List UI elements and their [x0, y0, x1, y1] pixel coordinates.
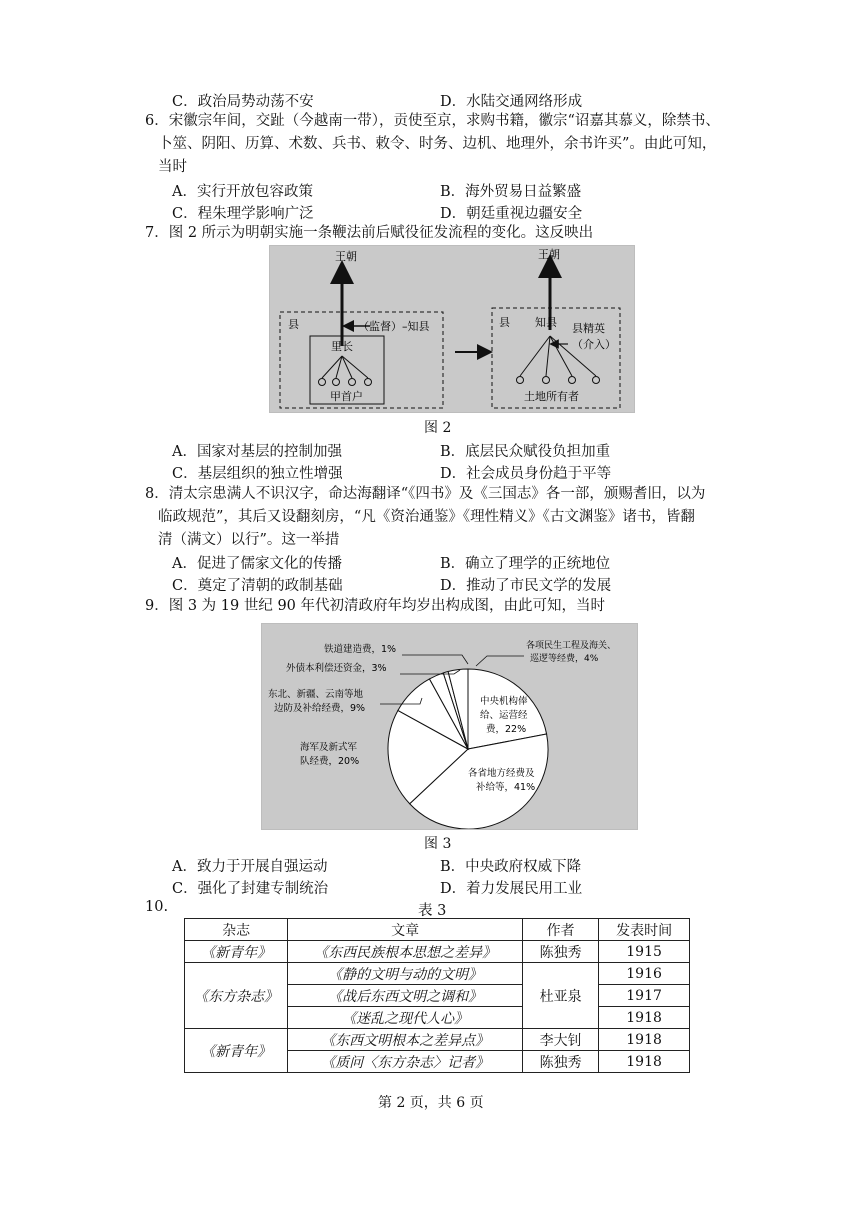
q6-option-d: D．朝廷重视边疆安全: [440, 206, 583, 222]
q6-option-c: C．程朱理学影响广泛: [172, 206, 314, 222]
fig2-household-node: [319, 379, 326, 386]
table-row: [185, 941, 690, 963]
pie-label-navy-1: 海军及新式军: [300, 742, 358, 753]
leader-civil: [476, 656, 524, 666]
q5-option-d: D．水陆交通网络形成: [440, 94, 583, 110]
table-cell-author: 李大钊: [523, 1029, 599, 1051]
table-cell-article: 《质问〈东方杂志〉记者》: [288, 1051, 523, 1073]
fig2-right-elite1: 县精英: [572, 322, 605, 335]
page-footer: 第 2 页，共 6 页: [378, 1095, 484, 1111]
table-row: [185, 963, 690, 985]
pie-label-province-2: 补给等，41%: [476, 782, 536, 793]
q9-option-d: D．着力发展民用工业: [440, 881, 583, 897]
table-header-row: [185, 919, 690, 941]
pie-label-border-2: 边防及补给经费，9%: [274, 703, 366, 714]
pie-label-civil-1: 各项民生工程及海关、: [526, 641, 617, 651]
fig2-owner-node: [543, 377, 550, 384]
pie-label-debt: 外债本利偿还资金，3%: [286, 663, 387, 674]
q6-option-a: A．实行开放包容政策: [172, 184, 313, 200]
fig2-left-jiashouhu: 甲首户: [330, 390, 363, 403]
table-header-cell: 发表时间: [599, 919, 690, 941]
fig2-household-node: [333, 379, 340, 386]
pie-label-border-1: 东北、新疆、云南等地: [268, 689, 364, 700]
q7-option-b: B．底层民众赋役负担加重: [440, 444, 611, 460]
table-header-cell: 杂志: [185, 919, 288, 941]
pie-label-central-3: 费，22%: [486, 724, 527, 735]
table-cell-year: 1916: [599, 963, 690, 985]
table-3: [184, 918, 690, 1073]
table-cell-magazine: 《新青年》: [185, 1029, 288, 1073]
q7-option-c: C．基层组织的独立性增强: [172, 466, 343, 482]
fig2-left-dynasty: 王朝: [335, 250, 357, 263]
q7-option-a: A．国家对基层的控制加强: [172, 444, 342, 460]
pie-label-civil-2: 巡逻等经费，4%: [530, 654, 599, 664]
q6-option-b: B．海外贸易日益繁盛: [440, 184, 582, 200]
table-header-cell: 文章: [288, 919, 523, 941]
fig2-left-lizhang: 里长: [331, 340, 353, 353]
table-cell-article: 《东西民族根本思想之差异》: [288, 941, 523, 963]
table-cell-author: 杜亚泉: [523, 963, 599, 1029]
q6-stem-line1: 6．宋徽宗年间，交趾（今越南一带），贡使至京，求购书籍，徽宗“诏嘉其慕义，除禁书、: [145, 113, 720, 129]
table-cell-author: 陈独秀: [523, 941, 599, 963]
table-cell-author: 陈独秀: [523, 1051, 599, 1073]
table-cell-article: 《迷乱之现代人心》: [288, 1007, 523, 1029]
fig2-household-node: [365, 379, 372, 386]
figure-3-svg: [262, 624, 637, 829]
q9-stem: 9．图 3 为 19 世纪 90 年代初清政府年均岁出构成图，由此可知，当时: [145, 598, 606, 614]
q9-option-b: B．中央政府权威下降: [440, 859, 582, 875]
fig2-left-county: 县: [288, 318, 299, 331]
q7-option-d: D．社会成员身份趋于平等: [440, 466, 612, 482]
pie-label-central-1: 中央机构俸: [480, 696, 528, 707]
figure-2-caption: 图 2: [424, 420, 452, 436]
fig2-left-supervise: （监督）–知县: [358, 320, 430, 333]
figure-2-diagram: [270, 246, 634, 412]
fig2-right-county: 县: [499, 316, 510, 329]
q8-option-c: C．奠定了清朝的政制基础: [172, 578, 343, 594]
figure-3-caption: 图 3: [424, 836, 452, 852]
table-cell-magazine: 《新青年》: [185, 941, 288, 963]
fig2-right-owner: 土地所有者: [524, 390, 579, 403]
q8-option-d: D．推动了市民文学的发展: [440, 578, 612, 594]
pie-label-rail: 铁道建造费，1%: [324, 644, 397, 655]
fig2-owner-node: [517, 377, 524, 384]
fig2-right-elite2: （介入）: [572, 338, 616, 351]
q7-stem: 7．图 2 所示为明朝实施一条鞭法前后赋役征发流程的变化。这反映出: [145, 225, 594, 241]
table-cell-article: 《战后东西文明之调和》: [288, 985, 523, 1007]
table-3-caption: 表 3: [418, 903, 447, 919]
q9-option-c: C．强化了封建专制统治: [172, 881, 329, 897]
q8-stem-line2: 临政规范”，其后又设翻刻房，“凡《资治通鉴》《理性精义》《古文渊鉴》诸书，皆翻: [158, 509, 695, 525]
q5-option-c: C．政治局势动荡不安: [172, 94, 314, 110]
table-row: [185, 1029, 690, 1051]
table-cell-article: 《静的文明与动的文明》: [288, 963, 523, 985]
fig2-right-zhixian: 知县: [535, 316, 557, 329]
fig2-owner-node: [593, 377, 600, 384]
table-cell-year: 1917: [599, 985, 690, 1007]
fig2-household-node: [349, 379, 356, 386]
table-cell-year: 1918: [599, 1051, 690, 1073]
table-cell-year: 1918: [599, 1029, 690, 1051]
pie-label-central-2: 给、运营经: [480, 710, 528, 721]
fig2-right-dynasty: 王朝: [538, 248, 560, 261]
table-cell-year: 1915: [599, 941, 690, 963]
figure-2: [269, 245, 635, 413]
table-cell-article: 《东西文明根本之差异点》: [288, 1029, 523, 1051]
leader-rail: [402, 655, 468, 664]
table-cell-year: 1918: [599, 1007, 690, 1029]
q6-stem-line3: 当时: [158, 159, 187, 175]
q8-stem-line1: 8．清太宗患满人不识汉字，命达海翻译“《四书》及《三国志》各一部，颁赐耆旧，以为: [145, 486, 706, 502]
q8-option-a: A．促进了儒家文化的传播: [172, 556, 342, 572]
q6-stem-line2: 卜筮、阴阳、历算、术数、兵书、敕令、时务、边机、地理外，余书许买”。由此可知，: [158, 136, 717, 152]
table-header-cell: 作者: [523, 919, 599, 941]
q8-option-b: B．确立了理学的正统地位: [440, 556, 611, 572]
table-cell-magazine: 《东方杂志》: [185, 963, 288, 1029]
q10-number: 10.: [145, 899, 169, 915]
q9-option-a: A．致力于开展自强运动: [172, 859, 328, 875]
figure-3-pie-chart: [261, 623, 638, 830]
pie-label-province-1: 各省地方经费及: [468, 768, 535, 779]
q8-stem-line3: 清（满文）以行”。这一举措: [158, 532, 340, 548]
pie-label-navy-2: 队经费，20%: [300, 756, 360, 767]
fig2-owner-node: [569, 377, 576, 384]
